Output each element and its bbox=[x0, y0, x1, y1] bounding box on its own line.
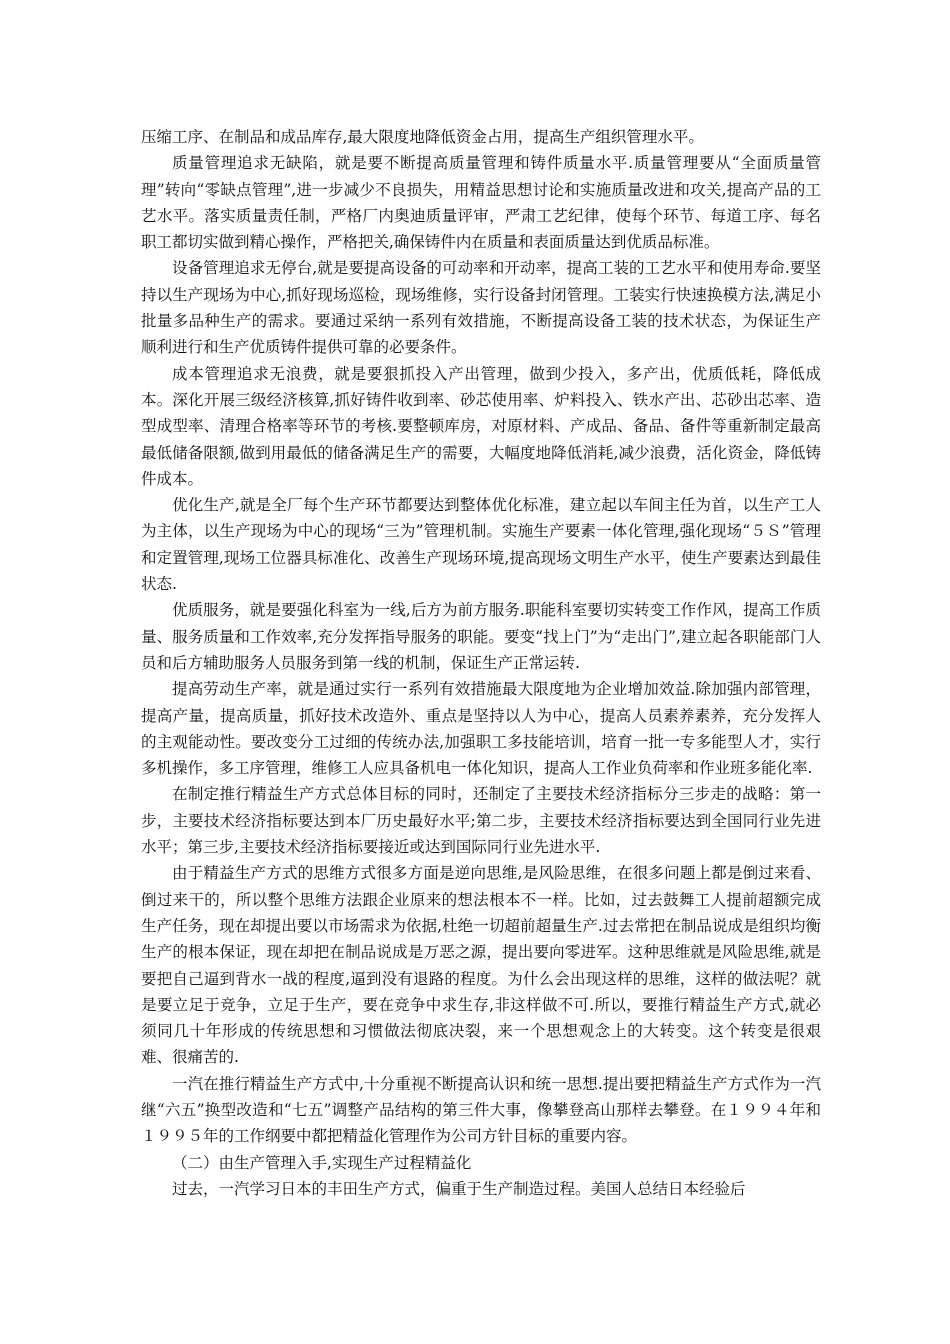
paragraph-labor-productivity: 提高劳动生产率，就是通过实行一系列有效措施最大限度地为企业增加效益.除加强内部管理，提高产量，提高质量，抓好技术改造外、重点是坚持以人为中心，提高人员素养素养，充分发挥人的主观能动性。要改变分工过细的传统办法,加强职工多技能培训，培育一批一专多能型人才，实行多机操作，多工序管理，维修工人应具备机电一体化知识，提高人工作业负荷率和作业班多能化率. bbox=[141, 680, 821, 778]
paragraph-three-step-strategy: 在制定推行精益生产方式总体目标的同时，还制定了主要技术经济指标分三步走的战略：第一步，主要技术经济指标要达到本厂历史最好水平;第二步，主要技术经济指标要达到全国同行业先进水平；第三步,主要技术经济指标要接近或达到国际同行业先进水平. bbox=[141, 785, 821, 857]
paragraph-optimize-production: 优化生产,就是全厂每个生产环节都要达到整体优化标准，建立起以车间主任为首，以生产工人为主体，以生产现场为中心的现场“三为”管理机制。实施生产要素一体化管理,强化现场“５Ｓ”管理和定置管理,现场工位器具标准化、改善生产现场环境,提高现场文明生产水平，使生产要素达到最佳状态. bbox=[141, 496, 821, 594]
section-heading: （二）由生产管理入手,实现生产过程精益化 bbox=[172, 1153, 472, 1172]
paragraph-faw-awareness: 一汽在推行精益生产方式中,十分重视不断提高认识和统一思想.提出要把精益生产方式作为一汽继“六五”换型改造和“七五”调整产品结构的第三件大事，像攀登高山那样去攀登。在１９９４年和１９９５年的工作纲要中都把精益化管理作为公司方针目标的重要内容。 bbox=[141, 1074, 821, 1146]
paragraph-toyota-production: 过去，一汽学习日本的丰田生产方式，偏重于生产制造过程。美国人总结日本经验后 bbox=[172, 1179, 746, 1198]
paragraph-equipment-management: 设备管理追求无停台,就是要提高设备的可动率和开动率，提高工装的工艺水平和使用寿命.要坚持以生产现场为中心,抓好现场巡检，现场维修，实行设备封闭管理。工装实行快速换模方法,满足小批量多品种生产的需求。要通过采纳一系列有效措施，不断提高设备工装的技术状态，为保证生产顺利进行和生产优质铸件提供可靠的必要条件。 bbox=[141, 259, 821, 357]
paragraph-quality-management: 质量管理追求无缺陷，就是要不断提高质量管理和铸件质量水平.质量管理要从“全面质量管理”转向“零缺点管理”,进一步减少不良损失，用精益思想讨论和实施质量改进和攻关,提高产品的工艺水平。落实质量责任制，严格厂内奥迪质量评审，严肃工艺纪律，使每个环节、每道工序、每名职工都切实做到精心操作，严格把关,确保铸件内在质量和表面质量达到优质品标准。 bbox=[141, 154, 821, 252]
paragraph-continuation: 压缩工序、在制品和成品库存,最大限度地降低资金占用，提高生产组织管理水平。 bbox=[141, 128, 704, 146]
document-body bbox=[141, 124, 821, 1202]
paragraph-reverse-thinking: 由于精益生产方式的思维方式很多方面是逆向思维,是风险思维，在很多问题上都是倒过来看、倒过来干的，所以整个思维方法跟企业原来的想法根本不一样。比如，过去鼓舞工人提前超额完成生产任务，现在却提出要以市场需求为依据,杜绝一切超前超量生产.过去常把在制品说成是组织均衡生产的根本保证，现在却把在制品说成是万恶之源，提出要向零进军。这种思维就是风险思维,就是要把自己逼到背水一战的程度,逼到没有退路的程度。为什么会出现这样的思维，这样的做法呢？就是要立足于竞争，立足于生产，要在竞争中求生存,非这样做不可.所以，要推行精益生产方式,就必须同几十年形成的传统思想和习惯做法彻底决裂，来一个思想观念上的大转变。这个转变是很艰难、很痛苦的. bbox=[141, 864, 821, 1067]
paragraph-cost-management: 成本管理追求无浪费，就是要狠抓投入产出管理，做到少投入，多产出，优质低耗，降低成本。深化开展三级经济核算,抓好铸件收到率、砂芯使用率、炉料投入、铁水产出、芯砂出芯率、造型成型率、清理合格率等环节的考核.要整顿库房，对原材料、产成品、备品、备件等重新制定最高最低储备限额,做到用最低的储备满足生产的需要，大幅度地降低消耗,减少浪费，活化资金，降低铸件成本。 bbox=[141, 364, 821, 488]
paragraph-quality-service: 优质服务，就是要强化科室为一线,后方为前方服务.职能科室要切实转变工作作风，提高工作质量、服务质量和工作效率,充分发挥指导服务的职能。要变“找上门”为“走出门”,建立起各职能部门人员和后方辅助服务人员服务到第一线的机制，保证生产正常运转. bbox=[141, 601, 821, 672]
